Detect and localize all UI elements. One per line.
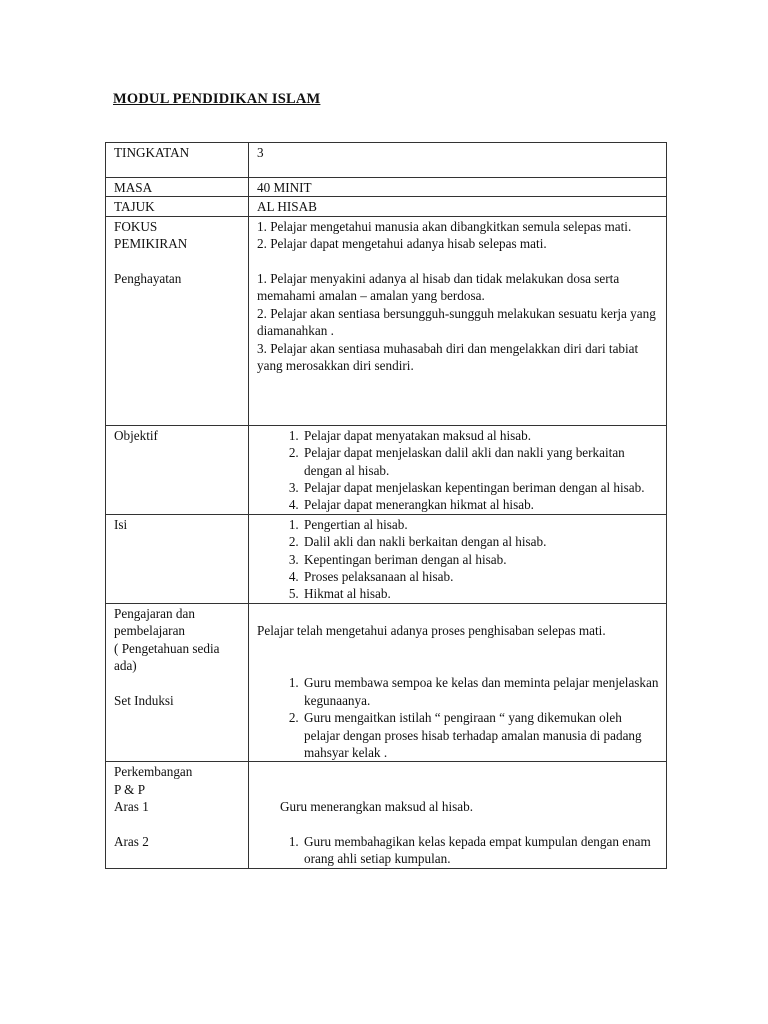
value-masa: 40 MINIT [249, 178, 667, 197]
objektif-list [257, 427, 660, 514]
label-pemikiran: PEMIKIRAN [114, 236, 188, 252]
isi-item: 2. Dalil akli dan nakli berkaitan dengan al hisab. [302, 533, 660, 550]
table-row-perkembangan [106, 762, 667, 868]
objektif-item: 4. Pelajar dapat menerangkan hikmat al hisab. [302, 496, 660, 513]
label-aras-2: Aras 2 [114, 834, 149, 850]
objektif-item: 1. Pelajar dapat menyatakan maksud al hisab. [302, 427, 660, 444]
value-fokus-cell [249, 216, 667, 425]
penghayatan-item: 2. Pelajar akan sentiasa bersungguh-sungguh melakukan sesuatu kerja yang diamanahkan . [257, 305, 656, 339]
set-induksi-list [257, 674, 660, 761]
aras-1-text: Guru menerangkan maksud al hisab. [280, 799, 473, 815]
document-title: MODUL PENDIDIKAN ISLAM [113, 91, 321, 107]
label-fokus-cell [106, 216, 249, 425]
table-row-fokus [106, 216, 667, 425]
table-row-objektif [106, 425, 667, 514]
table-row-masa [106, 178, 667, 197]
isi-item: 5. Hikmat al hisab. [302, 585, 660, 602]
value-isi-cell [249, 514, 667, 603]
isi-item: 4. Proses pelaksanaan al hisab. [302, 568, 660, 585]
label-masa: MASA [106, 178, 249, 197]
label-objektif: Objektif [106, 425, 249, 514]
label-pembelajaran: pembelajaran [114, 623, 186, 639]
objektif-item: 2. Pelajar dapat menjelaskan dalil akli dan nakli yang berkaitan dengan al hisab. [302, 444, 660, 479]
penghayatan-item: 1. Pelajar menyakini adanya al hisab dan tidak melakukan dosa serta memahami amalan – amalan yang berdosa. [257, 271, 620, 304]
label-pengajaran-cell [106, 603, 249, 762]
lesson-plan-table [105, 142, 667, 869]
label-perkembangan: Perkembangan [114, 764, 193, 780]
label-set-induksi: Set Induksi [114, 692, 174, 708]
isi-item: 1. Pengertian al hisab. [302, 516, 660, 533]
fokus-item: 1. Pelajar mengetahui manusia akan dibangkitkan semula selepas mati. [257, 218, 632, 234]
table-row-pengajaran [106, 603, 667, 762]
label-tingkatan: TINGKATAN [106, 143, 249, 178]
label-tajuk: TAJUK [106, 197, 249, 216]
set-induksi-item: 2. Guru mengaitkan istilah “ pengiraan “ yang dikemukan oleh pelajar dengan proses hisab terhadap amalan manusia di padang mahsyar kelak . [302, 709, 660, 761]
label-sedia-ada: ada) [114, 658, 137, 674]
set-induksi-item: 1. Guru membawa sempoa ke kelas dan meminta pelajar menjelaskan kegunaanya. [302, 674, 660, 709]
isi-item: 3. Kepentingan beriman dengan al hisab. [302, 551, 660, 568]
objektif-item: 3. Pelajar dapat menjelaskan kepentingan beriman dengan al hisab. [302, 479, 660, 496]
label-fokus: FOKUS [114, 218, 158, 234]
label-penghayatan: Penghayatan [114, 271, 182, 287]
table-row-tajuk [106, 197, 667, 216]
table-row-isi [106, 514, 667, 603]
value-tingkatan: 3 [249, 143, 667, 178]
table-row-tingkatan [106, 143, 667, 178]
isi-list [257, 516, 660, 603]
fokus-item: 2. Pelajar dapat mengetahui adanya hisab selepas mati. [257, 236, 547, 252]
aras-2-item: 1. Guru membahagikan kelas kepada empat kumpulan dengan enam orang ahli setiap kumpulan. [302, 833, 660, 868]
label-perkembangan-cell [106, 762, 249, 868]
label-p-and-p: P & P [114, 781, 146, 797]
value-objektif-cell [249, 425, 667, 514]
label-isi: Isi [106, 514, 249, 603]
label-pengajaran: Pengajaran dan [114, 605, 195, 621]
label-pengetahuan: ( Pengetahuan sedia [114, 640, 220, 656]
label-aras-1: Aras 1 [114, 799, 149, 815]
pengetahuan-text: Pelajar telah mengetahui adanya proses penghisaban selepas mati. [257, 623, 606, 639]
aras-2-list [257, 833, 660, 868]
value-pengajaran-cell [249, 603, 667, 762]
value-tajuk: AL HISAB [249, 197, 667, 216]
penghayatan-item: 3. Pelajar akan sentiasa muhasabah diri dan mengelakkan diri dari tabiat yang merosakkan diri sendiri. [257, 340, 639, 374]
value-perkembangan-cell [249, 762, 667, 868]
